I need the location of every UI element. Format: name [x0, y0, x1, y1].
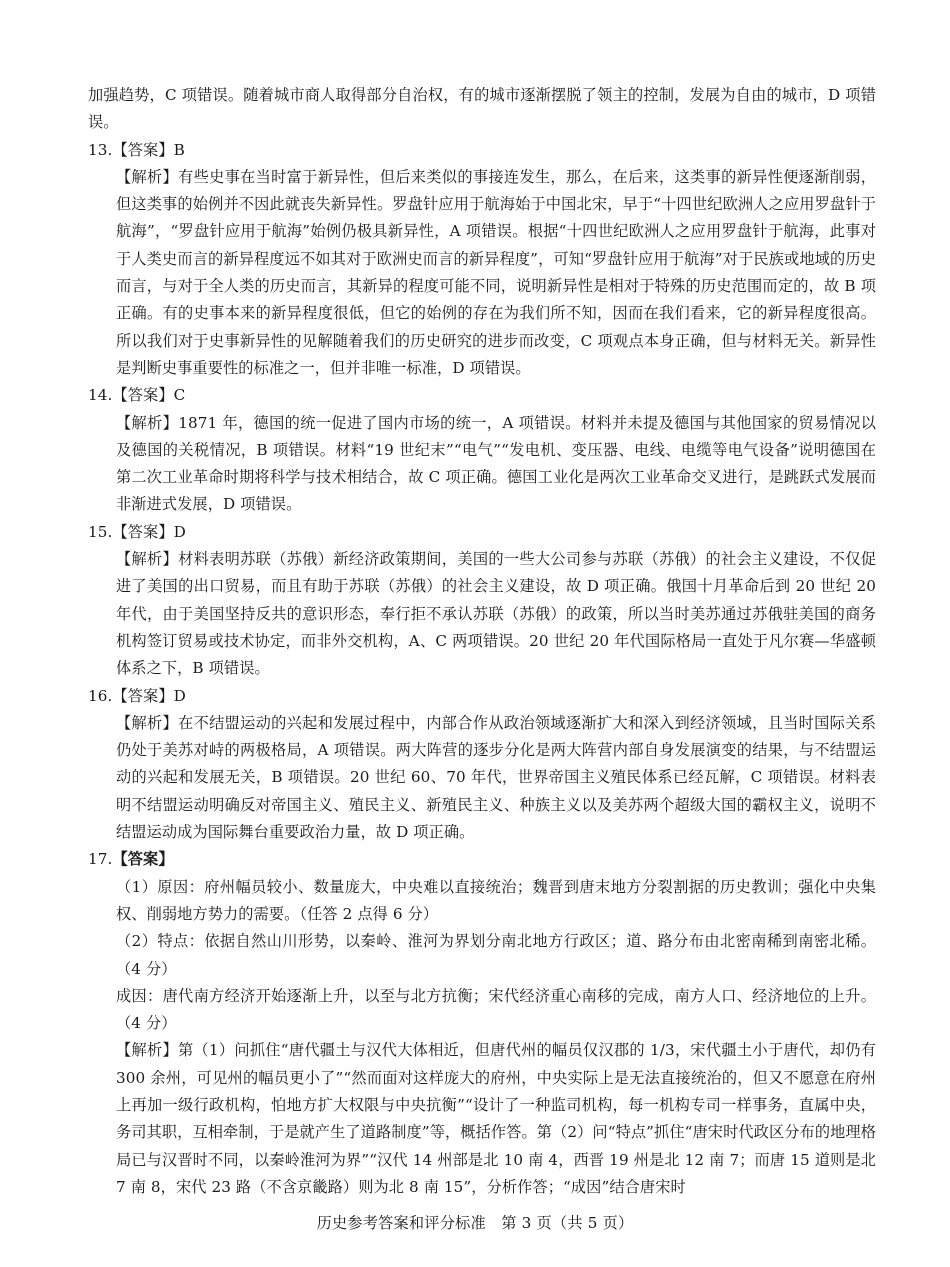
analysis-paragraph: [88, 164, 876, 382]
question-13: [88, 137, 876, 383]
analysis-tag: 【解析】: [116, 167, 179, 186]
answer-tag: 【答案】: [112, 140, 174, 159]
question-number: 17.: [88, 850, 113, 869]
question-17: [88, 846, 876, 1201]
analysis-text: 在不结盟运动的兴起和发展过程中，内部合作从政治领域逐渐扩大和深入到经济领域，且当时国际关系仍处于美苏对峙的两极格局，A 项错误。两大阵营的逐步分化是两大阵营内部自身发展演变的结果，与不结盟运动的兴起和发展无关，B 项错误。20 世纪 60、70 年代，世界帝国主义殖民体系已经瓦解，C 项错误。材料表明不结盟运动明确反对帝国主义、殖民主义、新殖民主义、种族主义以及美苏两个超级大国的霸权主义，说明不结盟运动成为国际舞台重要政治力量，故 D 项正确。: [116, 713, 876, 842]
analysis-paragraph: [88, 710, 876, 846]
analysis-tag: 【解析】: [116, 413, 179, 432]
analysis-text: 第（1）问抓住“唐代疆土与汉代大体相近，但唐代州的幅员仅汉郡的 1/3，宋代疆土小于唐代，却仍有 300 余州，可见州的幅员更小了”“然而面对这样庞大的府州，中央实际上是无法直接统治的，但又不愿意在府州上再加一级行政机构，怕地方扩大权限与中央抗衡”“设计了一种监司机构，每一机构专司一样事务，直属中央，务司其职，互相牵制，于是就产生了道路制度”等，概括作答。第（2）问“特点”抓住“唐宋时代政区分布的地理格局已与汉晋时不同，以秦岭淮河为界”“汉代 14 州部是北 10 南 4，西晋 19 州是北 12 南 7；而唐 15 道则是北 7 南 8，宋代 23 路（不含京畿路）则为北 8 南 15”，分析作答；“成因”结合唐宋时: [116, 1041, 877, 1196]
question-number: 14.: [88, 386, 113, 405]
answer-page-body: [88, 82, 876, 1201]
answer-line: [88, 137, 876, 164]
answer-tag: 【答案】: [112, 850, 174, 869]
analysis-paragraph: [88, 546, 876, 682]
analysis-paragraph: [88, 410, 876, 519]
question-number: 13.: [88, 140, 113, 159]
answer-line: [88, 519, 876, 546]
answer-part-3: 成因：唐代南方经济开始逐渐上升，以至与北方抗衡；宋代经济重心南移的完成，南方人口、经济地位的上升。（4 分）: [116, 986, 876, 1033]
analysis-tag: 【解析】: [116, 550, 179, 569]
answer-value: C: [173, 386, 186, 405]
analysis-text: 材料表明苏联（苏俄）新经济政策期间，美国的一些大公司参与苏联（苏俄）的社会主义建设，不仅促进了美国的出口贸易，而且有助于苏联（苏俄）的社会主义建设，故 D 项正确。俄国十月革命后到 20 世纪 20 年代，由于美国坚持反共的意识形态，奉行拒不承认苏联（苏俄）的政策，所以当时美苏通过苏俄驻美国的商务机构签订贸易或技术协定，而非外交机构，A、C 两项错误。20 世纪 20 年代国际格局一直处于凡尔赛—华盛顿体系之下，B 项错误。: [116, 550, 876, 678]
analysis-paragraph: [88, 1037, 876, 1201]
answer-tag: 【答案】: [112, 686, 174, 705]
answer-tag: 【答案】: [112, 522, 174, 541]
analysis-text: 1871 年，德国的统一促进了国内市场的统一，A 项错误。材料并未提及德国与其他国家的贸易情况以及德国的关税情况，B 项错误。材料“19 世纪末”“电气”“发电机、变压器、电线、电缆等电气设备”说明德国在第二次工业革命时期将科学与技术相结合，故 C 项正确。德国工业化是两次工业革命交叉进行，是跳跃式发展而非渐进式发展，D 项错误。: [116, 413, 876, 514]
answer-value: D: [173, 686, 186, 705]
answer-line: [88, 683, 876, 710]
question-14: [88, 382, 876, 518]
answer-value: B: [173, 140, 185, 159]
answer-line: [88, 846, 876, 873]
question-number: 16.: [88, 686, 113, 705]
answer-part-1: （1）原因：府州幅员较小、数量庞大，中央难以直接统治；魏晋到唐末地方分裂割据的历史教训；强化中央集权、削弱地方势力的需要。（任答 2 点得 6 分）: [116, 877, 876, 923]
analysis-text: 有些史事在当时富于新异性，但后来类似的事接连发生，那么，在后来，这类事的新异性便逐渐削弱，但这类事的始例并不因此就丧失新异性。罗盘针应用于航海始于中国北宋，早于“十四世纪欧洲人之应用罗盘针于航海”，“罗盘针应用于航海”始例仍极具新异性，A 项错误。根据“十四世纪欧洲人之应用罗盘针于航海，此事对于人类史而言的新异程度远不如其对于欧洲史而言的新异程度”，可知“罗盘针应用于航海”对于民族或地域的历史而言，与对于全人类的历史而言，其新异的程度可能不同，说明新异性是相对于特殊的历史范围而定的，故 B 项正确。有的史事本来的新异程度很低，但它的始例的存在为我们所不知，因而在我们看来，它的新异程度很高。所以我们对于史事新异性的见解随着我们的历史研究的进步而改变，C 项观点本身正确，但与材料无关。新异性是判断史事重要性的标准之一，但并非唯一标准，D 项错误。: [116, 167, 876, 377]
analysis-tag: 【解析】: [116, 713, 179, 732]
answer-tag: 【答案】: [112, 386, 174, 405]
question-15: [88, 519, 876, 683]
question-number: 15.: [88, 522, 113, 541]
analysis-tag: 【解析】: [116, 1041, 178, 1060]
answer-line: [88, 382, 876, 409]
continued-paragraph: 加强趋势，C 项错误。随着城市商人取得部分自治权，有的城市逐渐摆脱了领主的控制，发展为自由的城市，D 项错误。: [88, 86, 876, 132]
question-16: [88, 683, 876, 847]
answer-part-2: （2）特点：依据自然山川形势，以秦岭、淮河为界划分南北地方行政区；道、路分布由北密南稀到南密北稀。（4 分）: [116, 932, 876, 978]
answer-value: D: [173, 522, 186, 541]
page-footer: 历史参考答案和评分标准 第 3 页（共 5 页）: [316, 1214, 634, 1232]
